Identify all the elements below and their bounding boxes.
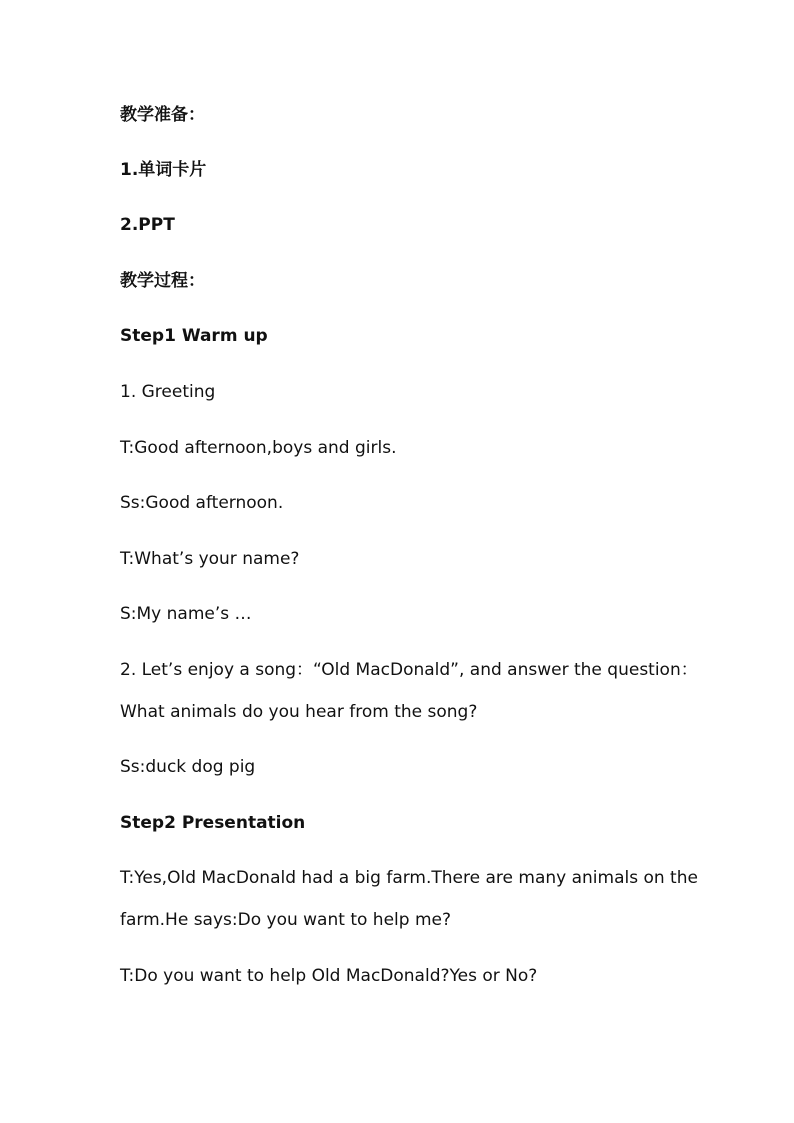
heading-teaching-process: 教学过程：	[120, 271, 205, 291]
dialog-line: S:My name’s …	[120, 604, 252, 624]
step1-item-greeting: 1. Greeting	[120, 382, 216, 402]
dialog-line-t3-part2: farm.He says:Do you want to help me?	[120, 910, 451, 930]
dialog-line: Ss:Good afternoon.	[120, 493, 284, 513]
dialog-line: Ss:duck dog pig	[120, 757, 256, 777]
prep-item-word-cards: 1.单词卡片	[120, 160, 207, 180]
dialog-line: T:Good afternoon,boys and girls.	[120, 438, 397, 458]
heading-teaching-preparation: 教学准备：	[120, 105, 205, 125]
step1-item-song-line1: 2. Let’s enjoy a song：“Old MacDonald”, and answer the question：	[120, 660, 698, 680]
step1-item-song-line2: What animals do you hear from the song?	[120, 702, 478, 722]
dialog-line: T:What’s your name?	[120, 549, 300, 569]
prep-item-ppt: 2.PPT	[120, 215, 175, 235]
step1-title: Step1 Warm up	[120, 326, 268, 346]
dialog-line-t3-part1: T:Yes,Old MacDonald had a big farm.There are many animals on the	[120, 868, 698, 888]
dialog-line: T:Do you want to help Old MacDonald?Yes or No?	[120, 966, 538, 986]
step2-title: Step2 Presentation	[120, 813, 306, 833]
